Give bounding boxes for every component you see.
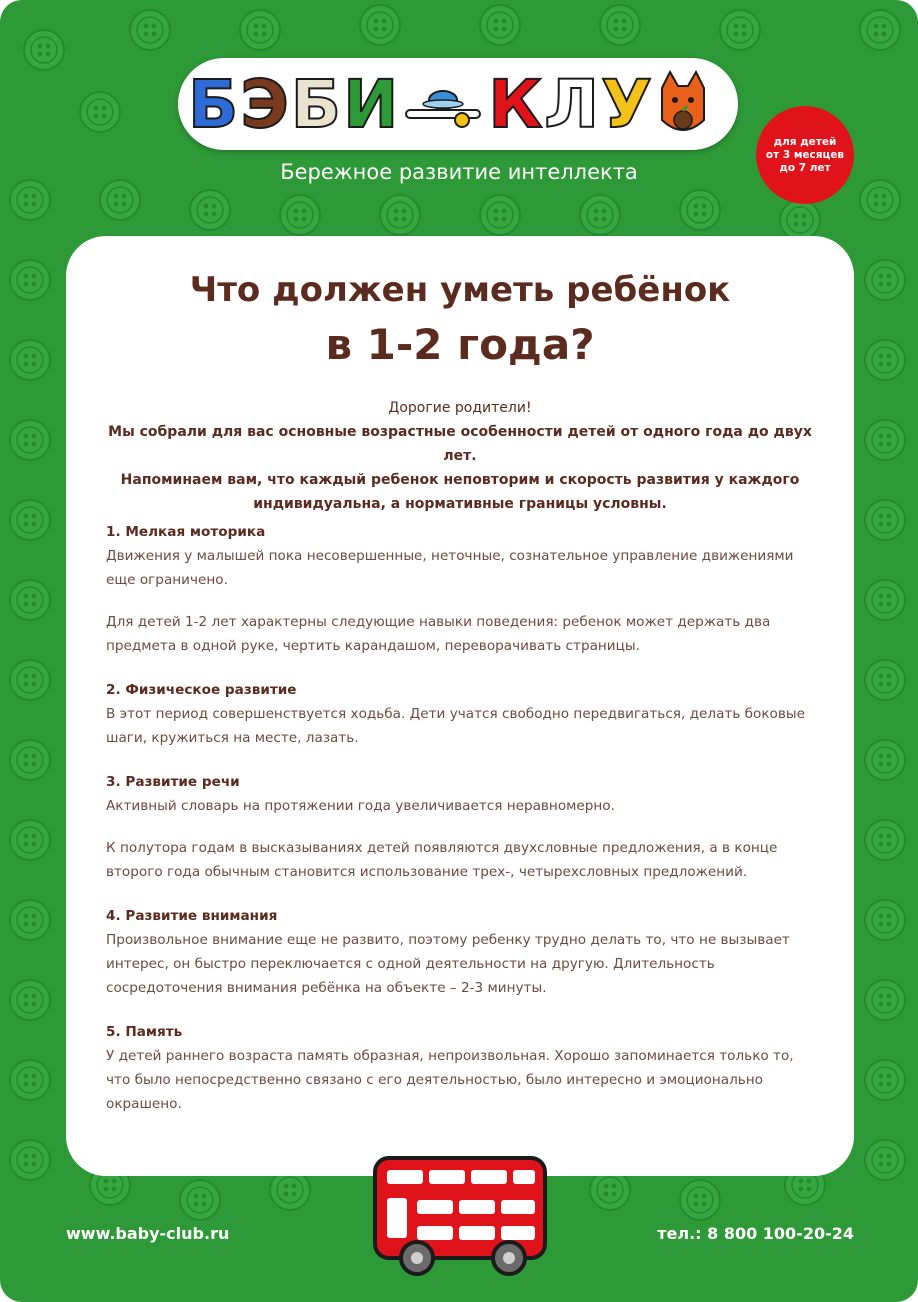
content-card [66,236,854,1176]
phone-number: тел.: 8 800 100-20-24 [657,1224,854,1243]
section-paragraph: К полутора годам в высказываниях детей появляются двухсловные предложения, а в конце второго года обычным становится использование трех-, четырехсловных предложений. [106,840,778,880]
bus-icon [371,1154,549,1282]
intro-line-3: индивидуальна, а нормативные границы условны. [253,496,667,512]
section-paragraph: Для детей 1-2 лет характерны следующие навыки поведения: ребенок может держать два предмета в одной руке, чертить карандашом, переворачивать страницы. [106,614,771,654]
page-title-line-2: в 1-2 года? [325,320,595,369]
age-badge-line-2: от 3 месяцев [765,148,845,161]
page-title-line-1: Что должен уметь ребёнок [189,270,731,310]
age-badge-line-3: до 7 лет [779,161,831,174]
fox-icon [654,70,712,140]
intro-block [96,396,824,516]
section-paragraph: У детей раннего возраста память образная, непроизвольная. Хорошо запоминается только то, что было непосредственно связано с его деятельностью, было интересно и эмоционально окрашено. [106,1048,794,1112]
brand-tagline: Бережное развитие интеллекта [280,160,638,184]
age-badge [756,106,854,204]
logo-wordmark: Б Э Б И К Л У [188,70,712,140]
section-title: 5. Память [106,1024,183,1040]
intro-line-1: Мы собрали для вас основные возрастные особенности детей от одного года до двух лет. [108,424,812,464]
website-link[interactable]: www.baby-club.ru [66,1224,230,1243]
intro-greeting: Дорогие родители! [388,400,532,416]
section-paragraph: Активный словарь на протяжении года увеличивается неравномерно. [106,798,615,814]
brand-logo [178,58,738,150]
section-title: 2. Физическое развитие [106,682,297,698]
section-title: 1. Мелкая моторика [106,524,266,540]
section-title: 3. Развитие речи [106,774,240,790]
section-paragraph: В этот период совершенствуется ходьба. Дети учатся свободно передвигаться, делать боковые шаги, кружиться на месте, лазать. [106,706,805,746]
section-paragraph: Движения у малышей пока несовершенные, неточные, сознательное управление движениями еще ограничено. [106,548,794,588]
sections [106,520,822,1116]
section-paragraph: Произвольное внимание еще не развито, поэтому ребенку трудно делать то, что не вызывает интерес, он быстро переключается с одной деятельности на другую. Длительность сосредоточения внимания ребёнка на объекте – 2-3 минуты. [106,932,790,996]
ufo-dash-icon [400,70,486,140]
intro-line-2: Напоминаем вам, что каждый ребенок неповторим и скорость развития у каждого [120,472,800,488]
age-badge-line-1: для детей [773,135,837,148]
section-title: 4. Развитие внимания [106,908,278,924]
